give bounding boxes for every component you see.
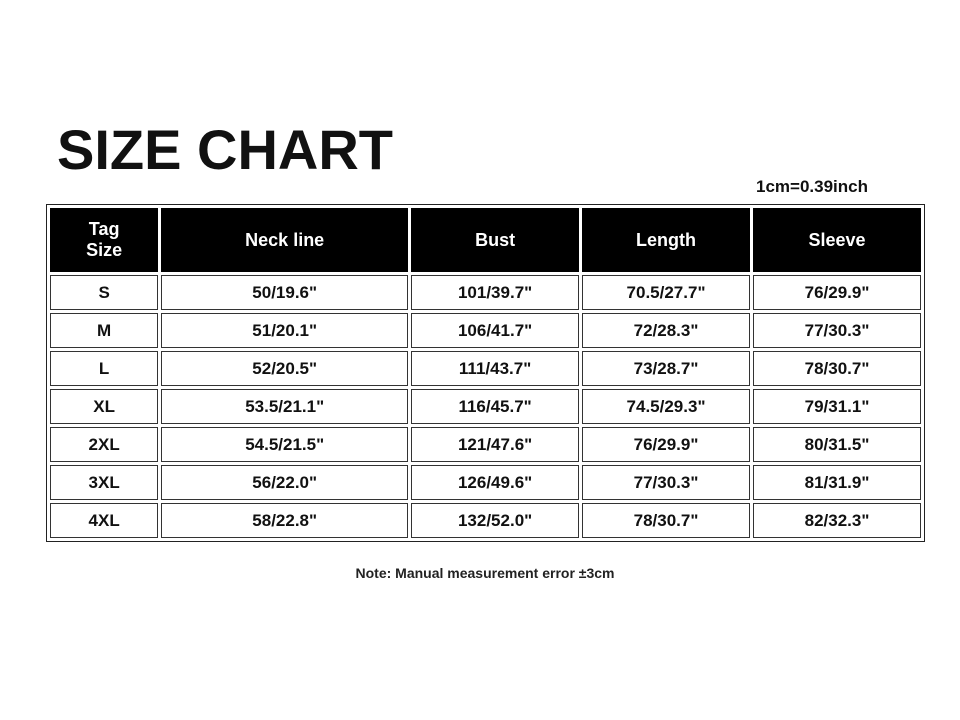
cell-bust: 101/39.7" xyxy=(411,275,579,310)
cell-length: 76/29.9" xyxy=(582,427,750,462)
header-bust: Bust xyxy=(411,208,579,272)
cell-sleeve: 78/30.7" xyxy=(753,351,921,386)
table-row xyxy=(50,503,921,538)
table-row xyxy=(50,427,921,462)
cell-length: 77/30.3" xyxy=(582,465,750,500)
cell-neck: 53.5/21.1" xyxy=(161,389,408,424)
cell-sleeve: 76/29.9" xyxy=(753,275,921,310)
table-row xyxy=(50,275,921,310)
cell-sleeve: 80/31.5" xyxy=(753,427,921,462)
cell-bust: 106/41.7" xyxy=(411,313,579,348)
cell-bust: 132/52.0" xyxy=(411,503,579,538)
measurement-note: Note: Manual measurement error ±3cm xyxy=(355,565,615,581)
cell-sleeve: 79/31.1" xyxy=(753,389,921,424)
table-row xyxy=(50,389,921,424)
cell-size: XL xyxy=(50,389,158,424)
header-sleeve: Sleeve xyxy=(753,208,921,272)
table-row xyxy=(50,351,921,386)
header-tag-size xyxy=(50,208,158,272)
cell-length: 70.5/27.7" xyxy=(582,275,750,310)
cell-length: 74.5/29.3" xyxy=(582,389,750,424)
cell-sleeve: 77/30.3" xyxy=(753,313,921,348)
size-chart-table xyxy=(46,204,925,542)
cell-sleeve: 81/31.9" xyxy=(753,465,921,500)
header-length: Length xyxy=(582,208,750,272)
cell-bust: 126/49.6" xyxy=(411,465,579,500)
cell-neck: 50/19.6" xyxy=(161,275,408,310)
cell-neck: 54.5/21.5" xyxy=(161,427,408,462)
header-tag-line2: Size xyxy=(86,240,123,260)
cell-neck: 51/20.1" xyxy=(161,313,408,348)
cell-size: S xyxy=(50,275,158,310)
cell-neck: 58/22.8" xyxy=(161,503,408,538)
header-neck-line: Neck line xyxy=(161,208,408,272)
cell-size: 4XL xyxy=(50,503,158,538)
cell-sleeve: 82/32.3" xyxy=(753,503,921,538)
cell-bust: 121/47.6" xyxy=(411,427,579,462)
table-header-row xyxy=(50,208,921,272)
unit-conversion-label: 1cm=0.39inch xyxy=(756,177,868,196)
cell-bust: 116/45.7" xyxy=(411,389,579,424)
cell-size: L xyxy=(50,351,158,386)
cell-size: M xyxy=(50,313,158,348)
cell-size: 2XL xyxy=(50,427,158,462)
cell-bust: 111/43.7" xyxy=(411,351,579,386)
table-row xyxy=(50,313,921,348)
cell-neck: 52/20.5" xyxy=(161,351,408,386)
cell-neck: 56/22.0" xyxy=(161,465,408,500)
header-tag-line1: Tag xyxy=(88,219,120,239)
table-row xyxy=(50,465,921,500)
cell-size: 3XL xyxy=(50,465,158,500)
cell-length: 73/28.7" xyxy=(582,351,750,386)
page-title: SIZE CHART xyxy=(57,118,393,181)
cell-length: 72/28.3" xyxy=(582,313,750,348)
cell-length: 78/30.7" xyxy=(582,503,750,538)
